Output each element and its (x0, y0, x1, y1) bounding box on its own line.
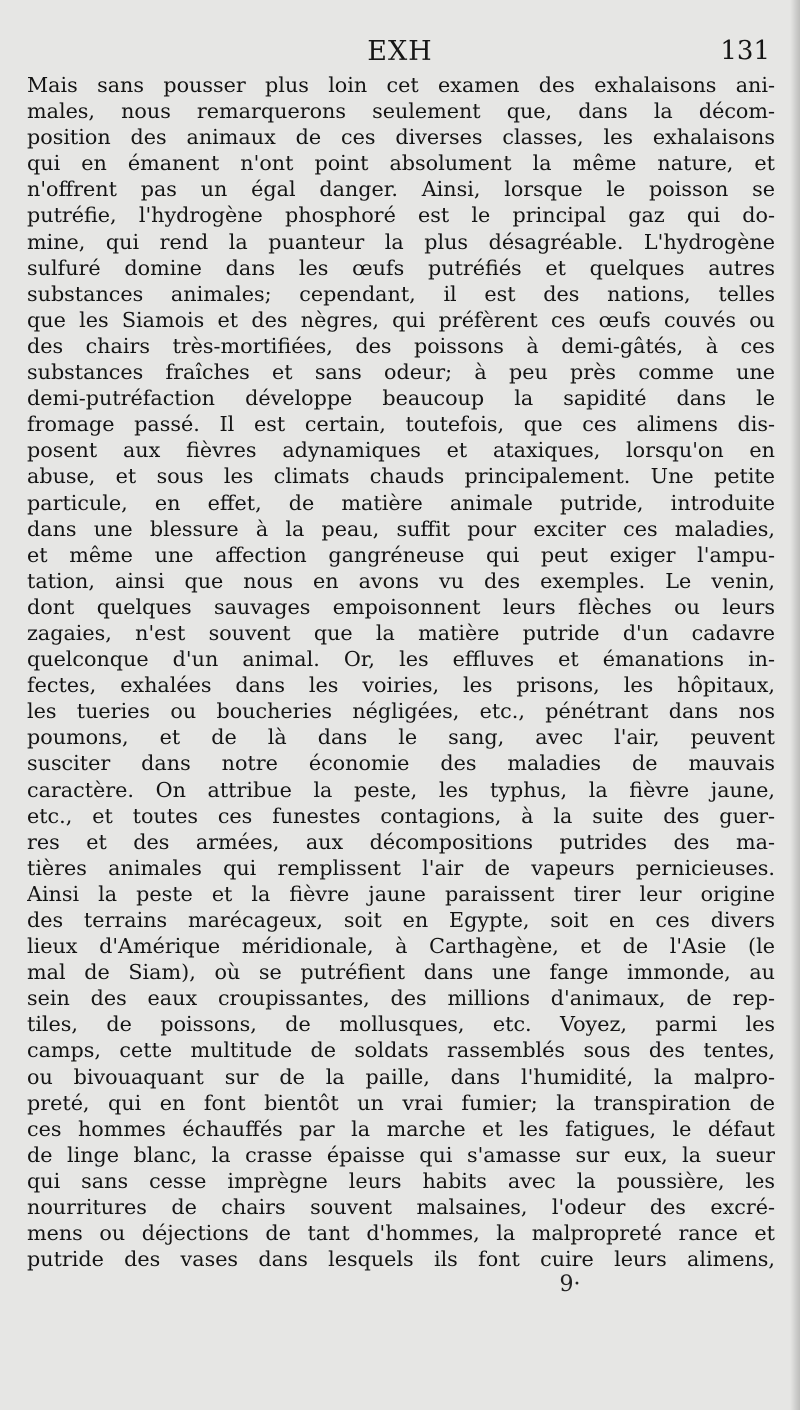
text-line: Ainsi la peste et la fièvre jaune paraissent tirer leur origine (27, 881, 775, 906)
text-line: dont quelques sauvages empoisonnent leurs flèches ou leurs (27, 594, 775, 619)
text-line: abuse, et sous les climats chauds principalement. Une petite (27, 464, 775, 489)
printer-signature-mark: 9· (559, 1272, 581, 1297)
text-line: ou bivouaquant sur de la paille, dans l'humidité, la malpro- (27, 1064, 775, 1089)
text-line: mens ou déjections de tant d'hommes, la malpropreté rance et (27, 1221, 775, 1246)
text-line: position des animaux de ces diverses classes, les exhalaisons (27, 125, 775, 150)
text-line: particule, en effet, de matière animale putride, introduite (27, 490, 775, 515)
text-line: posent aux fièvres adynamiques et ataxiques, lorsqu'on en (27, 438, 775, 463)
text-line: qui en émanent n'ont point absolument la même nature, et (27, 151, 775, 176)
text-line: et même une affection gangréneuse qui peut exiger l'ampu- (27, 542, 775, 567)
text-line: que les Siamois et des nègres, qui préfèrent ces œufs couvés ou (27, 307, 775, 332)
text-line: mine, qui rend la puanteur la plus désagréable. L'hydrogène (27, 229, 775, 254)
text-line: de linge blanc, la crasse épaisse qui s'amasse sur eux, la sueur (27, 1142, 775, 1167)
text-line: substances animales; cependant, il est des nations, telles (27, 281, 775, 306)
text-line: sulfuré domine dans les œufs putréfiés et quelques autres (27, 255, 775, 280)
text-line: tières animales qui remplissent l'air de vapeurs pernicieuses. (27, 855, 775, 880)
text-line: dans une blessure à la peau, suffit pour exciter ces maladies, (27, 516, 775, 541)
text-line: n'offrent pas un égal danger. Ainsi, lorsque le poisson se (27, 177, 775, 202)
text-line: susciter dans notre économie des maladies de mauvais (27, 751, 775, 776)
text-line: zagaies, n'est souvent que la matière putride d'un cadavre (27, 620, 775, 645)
text-line: males, nous remarquerons seulement que, dans la décom- (27, 99, 775, 124)
text-line: les tueries ou boucheries négligées, etc., pénétrant dans nos (27, 699, 775, 724)
text-line: demi-putréfaction développe beaucoup la sapidité dans le (27, 386, 775, 411)
text-line: des chairs très-mortifiées, des poissons à demi-gâtés, à ces (27, 333, 775, 358)
page-number: 131 (720, 36, 770, 66)
text-line: putride des vases dans lesquels ils font cuire leurs alimens, (27, 1247, 775, 1272)
text-line: fectes, exhalées dans les voiries, les prisons, les hôpitaux, (27, 673, 775, 698)
text-line: camps, cette multitude de soldats rassemblés sous des tentes, (27, 1038, 775, 1063)
text-line: caractère. On attribue la peste, les typhus, la fièvre jaune, (27, 777, 775, 802)
body-paragraph (27, 72, 775, 1272)
running-head (0, 36, 800, 76)
text-line: nourritures de chairs souvent malsaines, l'odeur des excré- (27, 1195, 775, 1220)
text-line: quelconque d'un animal. Or, les effluves et émanations in- (27, 647, 775, 672)
text-line: qui sans cesse imprègne leurs habits avec la poussière, les (27, 1168, 775, 1193)
text-line: fromage passé. Il est certain, toutefois, que ces alimens dis- (27, 412, 775, 437)
text-line: des terrains marécageux, soit en Egypte, soit en ces divers (27, 908, 775, 932)
text-line: sein des eaux croupissantes, des millions d'animaux, de rep- (27, 986, 775, 1011)
text-line: poumons, et de là dans le sang, avec l'air, peuvent (27, 725, 775, 750)
text-line: putréfie, l'hydrogène phosphoré est le principal gaz qui do- (27, 203, 775, 228)
text-line: ces hommes échauffés par la marche et les fatigues, le défaut (27, 1116, 775, 1141)
text-line: Mais sans pousser plus loin cet examen des exhalaisons ani- (27, 73, 775, 97)
text-line: preté, qui en font bientôt un vrai fumier; la transpiration de (27, 1090, 775, 1115)
page-gutter-shadow (790, 0, 800, 1410)
text-line: substances fraîches et sans odeur; à peu près comme une (27, 360, 775, 385)
running-title: EXH (367, 36, 433, 67)
text-line: mal de Siam), où se putréfient dans une fange immonde, au (27, 960, 775, 985)
text-line: res et des armées, aux décompositions putrides des ma- (27, 829, 775, 854)
text-line: lieux d'Amérique méridionale, à Carthagène, et de l'Asie (le (27, 934, 775, 959)
text-line: etc., et toutes ces funestes contagions, à la suite des guer- (27, 803, 775, 828)
text-line: tiles, de poissons, de mollusques, etc. Voyez, parmi les (27, 1012, 775, 1037)
text-line: tation, ainsi que nous en avons vu des exemples. Le venin, (27, 568, 775, 593)
